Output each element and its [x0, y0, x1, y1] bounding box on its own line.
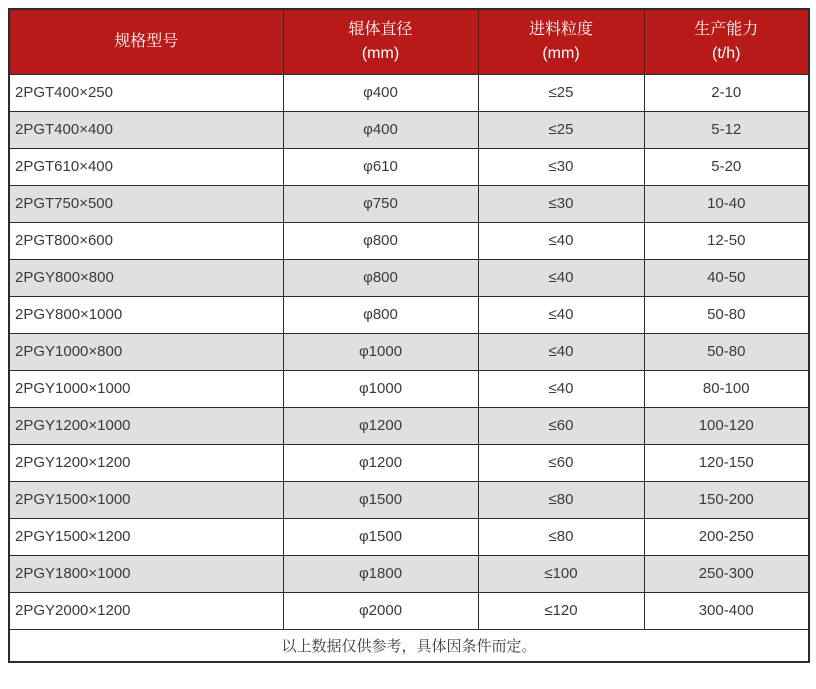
cell-model: 2PGY1000×800: [9, 333, 283, 370]
cell-capacity: 150-200: [644, 481, 809, 518]
cell-feed-size: ≤30: [478, 148, 644, 185]
spec-table-footer: [9, 629, 809, 662]
cell-capacity: 100-120: [644, 407, 809, 444]
col-header-feed-size-label: 进料粒度: [528, 20, 593, 38]
cell-roller-diameter: φ400: [283, 111, 478, 148]
header-row: [9, 9, 809, 74]
footer-row: [9, 629, 809, 662]
cell-capacity: 5-12: [644, 111, 809, 148]
cell-capacity: 10-40: [644, 185, 809, 222]
cell-feed-size: ≤40: [478, 333, 644, 370]
cell-roller-diameter: φ1500: [283, 481, 478, 518]
cell-feed-size: ≤25: [478, 111, 644, 148]
cell-capacity: 200-250: [644, 518, 809, 555]
cell-model: 2PGY2000×1200: [9, 592, 283, 629]
table-row: [9, 407, 809, 444]
table-row: [9, 111, 809, 148]
cell-model: 2PGY1500×1200: [9, 518, 283, 555]
cell-capacity: 300-400: [644, 592, 809, 629]
cell-model: 2PGY1500×1000: [9, 481, 283, 518]
col-header-feed-size: [478, 9, 644, 74]
spec-table: [8, 8, 810, 663]
cell-model: 2PGY1000×1000: [9, 370, 283, 407]
cell-feed-size: ≤40: [478, 370, 644, 407]
cell-model: 2PGT400×250: [9, 74, 283, 111]
col-header-roller-diameter: [283, 9, 478, 74]
cell-model: 2PGT750×500: [9, 185, 283, 222]
col-header-roller-diameter-unit: (mm): [361, 44, 400, 62]
cell-feed-size: ≤30: [478, 185, 644, 222]
cell-roller-diameter: φ750: [283, 185, 478, 222]
cell-roller-diameter: φ800: [283, 296, 478, 333]
cell-roller-diameter: φ1800: [283, 555, 478, 592]
cell-feed-size: ≤40: [478, 259, 644, 296]
spec-table-header: [9, 9, 809, 74]
cell-feed-size: ≤80: [478, 518, 644, 555]
cell-roller-diameter: φ1000: [283, 370, 478, 407]
cell-feed-size: ≤120: [478, 592, 644, 629]
cell-capacity: 40-50: [644, 259, 809, 296]
cell-roller-diameter: φ610: [283, 148, 478, 185]
cell-roller-diameter: φ1200: [283, 444, 478, 481]
cell-model: 2PGY800×800: [9, 259, 283, 296]
cell-roller-diameter: φ800: [283, 259, 478, 296]
table-row: [9, 148, 809, 185]
table-row: [9, 222, 809, 259]
footer-note: 以上数据仅供参考，具体因条件而定。: [9, 629, 809, 662]
cell-roller-diameter: φ2000: [283, 592, 478, 629]
cell-model: 2PGY1200×1000: [9, 407, 283, 444]
cell-feed-size: ≤100: [478, 555, 644, 592]
cell-roller-diameter: φ800: [283, 222, 478, 259]
cell-capacity: 2-10: [644, 74, 809, 111]
cell-model: 2PGT610×400: [9, 148, 283, 185]
cell-capacity: 12-50: [644, 222, 809, 259]
table-row: [9, 296, 809, 333]
cell-capacity: 250-300: [644, 555, 809, 592]
cell-roller-diameter: φ1500: [283, 518, 478, 555]
cell-roller-diameter: φ1000: [283, 333, 478, 370]
col-header-model: [9, 9, 283, 74]
table-row: [9, 185, 809, 222]
spec-table-body: [9, 74, 809, 629]
cell-model: 2PGT800×600: [9, 222, 283, 259]
table-row: [9, 518, 809, 555]
table-row: [9, 259, 809, 296]
cell-feed-size: ≤40: [478, 296, 644, 333]
cell-roller-diameter: φ1200: [283, 407, 478, 444]
col-header-capacity-unit: (t/h): [712, 44, 741, 62]
table-row: [9, 370, 809, 407]
cell-feed-size: ≤60: [478, 407, 644, 444]
cell-capacity: 5-20: [644, 148, 809, 185]
col-header-capacity: [644, 9, 809, 74]
table-row: [9, 555, 809, 592]
cell-feed-size: ≤60: [478, 444, 644, 481]
col-header-roller-diameter-label: 辊体直径: [348, 20, 413, 38]
cell-roller-diameter: φ400: [283, 74, 478, 111]
cell-feed-size: ≤40: [478, 222, 644, 259]
cell-capacity: 80-100: [644, 370, 809, 407]
cell-feed-size: ≤25: [478, 74, 644, 111]
col-header-feed-size-unit: (mm): [542, 44, 580, 62]
cell-model: 2PGT400×400: [9, 111, 283, 148]
col-header-capacity-label: 生产能力: [694, 20, 759, 38]
cell-model: 2PGY1200×1200: [9, 444, 283, 481]
cell-model: 2PGY1800×1000: [9, 555, 283, 592]
table-row: [9, 444, 809, 481]
col-header-model-label: 规格型号: [114, 32, 179, 50]
table-row: [9, 333, 809, 370]
cell-capacity: 120-150: [644, 444, 809, 481]
cell-model: 2PGY800×1000: [9, 296, 283, 333]
cell-feed-size: ≤80: [478, 481, 644, 518]
table-row: [9, 481, 809, 518]
table-row: [9, 74, 809, 111]
table-row: [9, 592, 809, 629]
cell-capacity: 50-80: [644, 333, 809, 370]
cell-capacity: 50-80: [644, 296, 809, 333]
